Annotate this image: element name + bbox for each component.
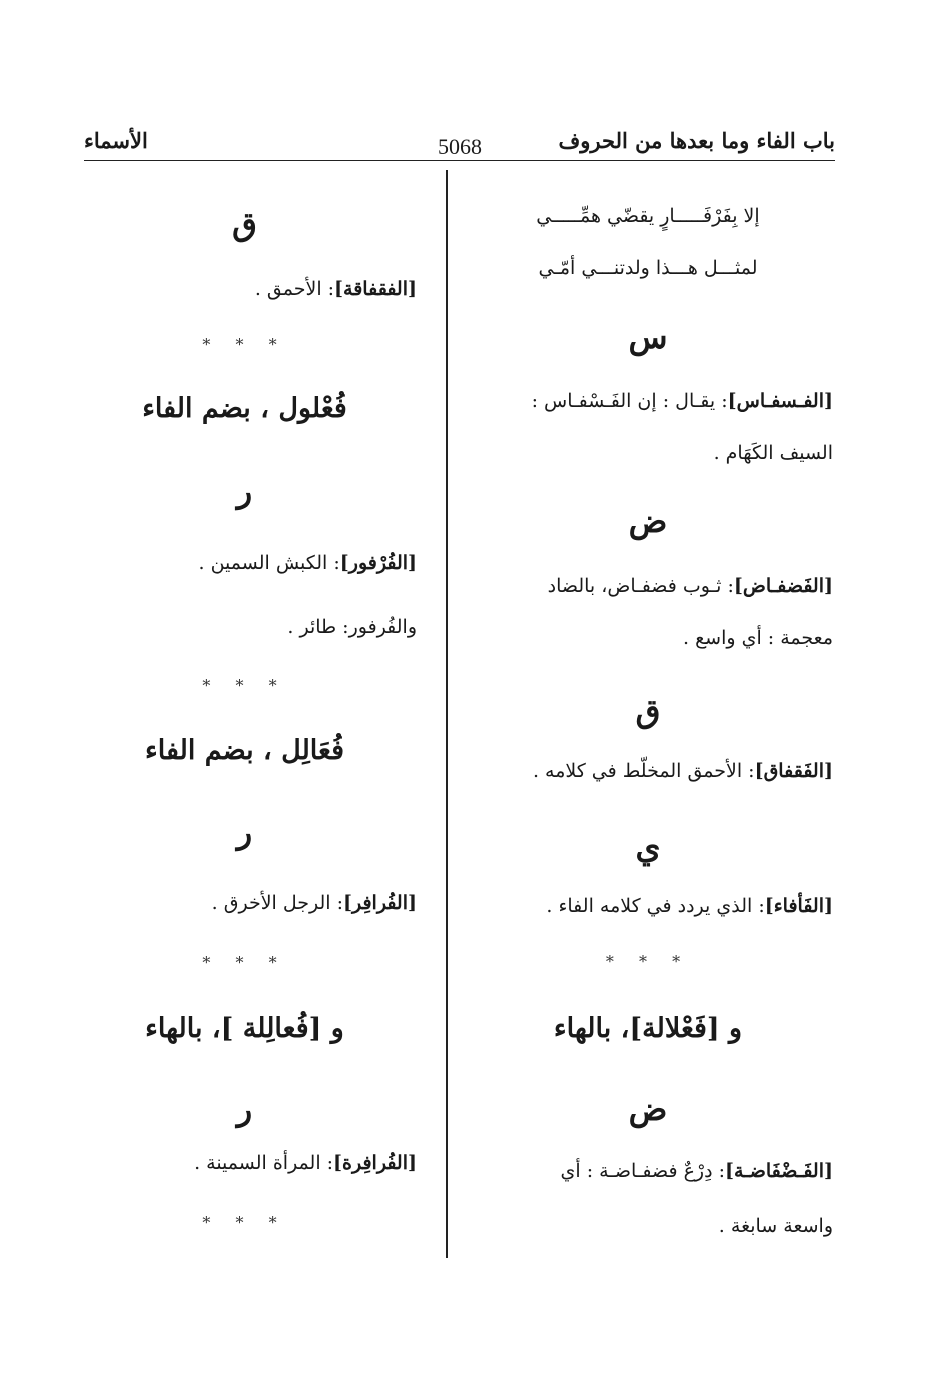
- entry-fafa: [463, 895, 833, 917]
- entry-fasfas-cont: السيف الكَهَام .: [713, 442, 833, 464]
- letter-heading-ra: ر: [236, 1090, 253, 1128]
- entry-definition: : المرأة السمينة .: [194, 1152, 334, 1174]
- page-number: 5068: [438, 134, 482, 159]
- section-separator: * * *: [202, 1213, 287, 1232]
- entry-definition: : الأحمق .: [254, 278, 335, 300]
- entry-fadfada: [463, 1160, 833, 1182]
- letter-heading-ra: ر: [236, 813, 253, 851]
- entry-term: [الفَـضْفَاضـة]: [725, 1160, 833, 1182]
- entry-furfur-bird: والفُرفور: طائر .: [287, 616, 417, 638]
- section-separator: * * *: [202, 676, 287, 695]
- letter-heading-qaf: ق: [635, 692, 661, 730]
- entry-term: [الفَقفاق]: [754, 760, 833, 782]
- entry-definition: : دِرْعٌ فضفـاضـة : أي: [560, 1160, 725, 1182]
- section-separator: * * *: [202, 335, 287, 354]
- letter-heading-dad: ض: [628, 502, 668, 540]
- entry-faqfaq: [463, 760, 833, 782]
- entry-definition: : الكبش السمين .: [198, 552, 340, 574]
- pattern-heading-fuaala: و [فُعالِلة ]، بالهاء: [145, 1013, 344, 1044]
- pattern-heading-falala: و [فَعْلالة]، بالهاء: [553, 1013, 743, 1044]
- letter-heading-dad: ض: [628, 1090, 668, 1128]
- entry-furafira: [72, 1152, 417, 1174]
- entry-furafir: [72, 892, 417, 914]
- entry-faqfaqa: [72, 278, 417, 300]
- entry-furfur: [72, 552, 417, 574]
- running-header-section: الأسماء: [84, 128, 148, 153]
- entry-definition: : يقـال : إن الفَـسْفـاس :: [531, 390, 728, 412]
- pattern-heading-fulul: فُعْلول ، بضم الفاء: [142, 393, 347, 424]
- verse-line-1: إلا بِفَرْفَـــــارٍ يقضّي همِّـــــي: [536, 205, 760, 227]
- entry-term: [الفَأفاء]: [764, 895, 833, 917]
- section-separator: * * *: [605, 952, 691, 971]
- entry-term: [الفُرْفور]: [339, 552, 417, 574]
- letter-heading-ya: ي: [635, 828, 661, 866]
- letter-heading-qaf: ق: [232, 205, 257, 243]
- entry-fadfad-cont: معجمة : أي واسع .: [682, 627, 833, 649]
- entry-definition: : الرجل الأخرق .: [211, 892, 343, 914]
- entry-definition: : الذي يردد في كلامه الفاء .: [546, 895, 765, 917]
- entry-term: [الفَضفـاض]: [733, 575, 833, 597]
- entry-term: [الفُرافِر]: [343, 892, 417, 914]
- entry-fasfas: [463, 390, 833, 412]
- entry-definition: : الأحمق المخلّط في كلامه .: [532, 760, 755, 782]
- entry-fadfada-cont: واسعة سابغة .: [718, 1215, 833, 1237]
- pattern-heading-fuaal: فُعَالِل ، بضم الفاء: [145, 735, 344, 766]
- letter-heading-sin: س: [628, 318, 668, 356]
- letter-heading-ra: ر: [236, 472, 253, 510]
- column-divider: [446, 170, 448, 1258]
- entry-definition: : ثـوب فضفـاض، بالضاد: [547, 575, 734, 597]
- entry-fadfad: [463, 575, 833, 597]
- entry-term: [الفـسفـاس]: [727, 390, 833, 412]
- header-rule: [84, 160, 835, 161]
- running-header-chapter: باب الفاء وما بعدها من الحروف: [558, 128, 835, 153]
- section-separator: * * *: [202, 953, 287, 972]
- entry-term: [الفقفاقة]: [334, 278, 417, 300]
- verse-line-2: لمثـــل هـــذا ولدتنـــي أمّـي: [538, 257, 758, 279]
- entry-term: [الفُرافِرة]: [333, 1152, 417, 1174]
